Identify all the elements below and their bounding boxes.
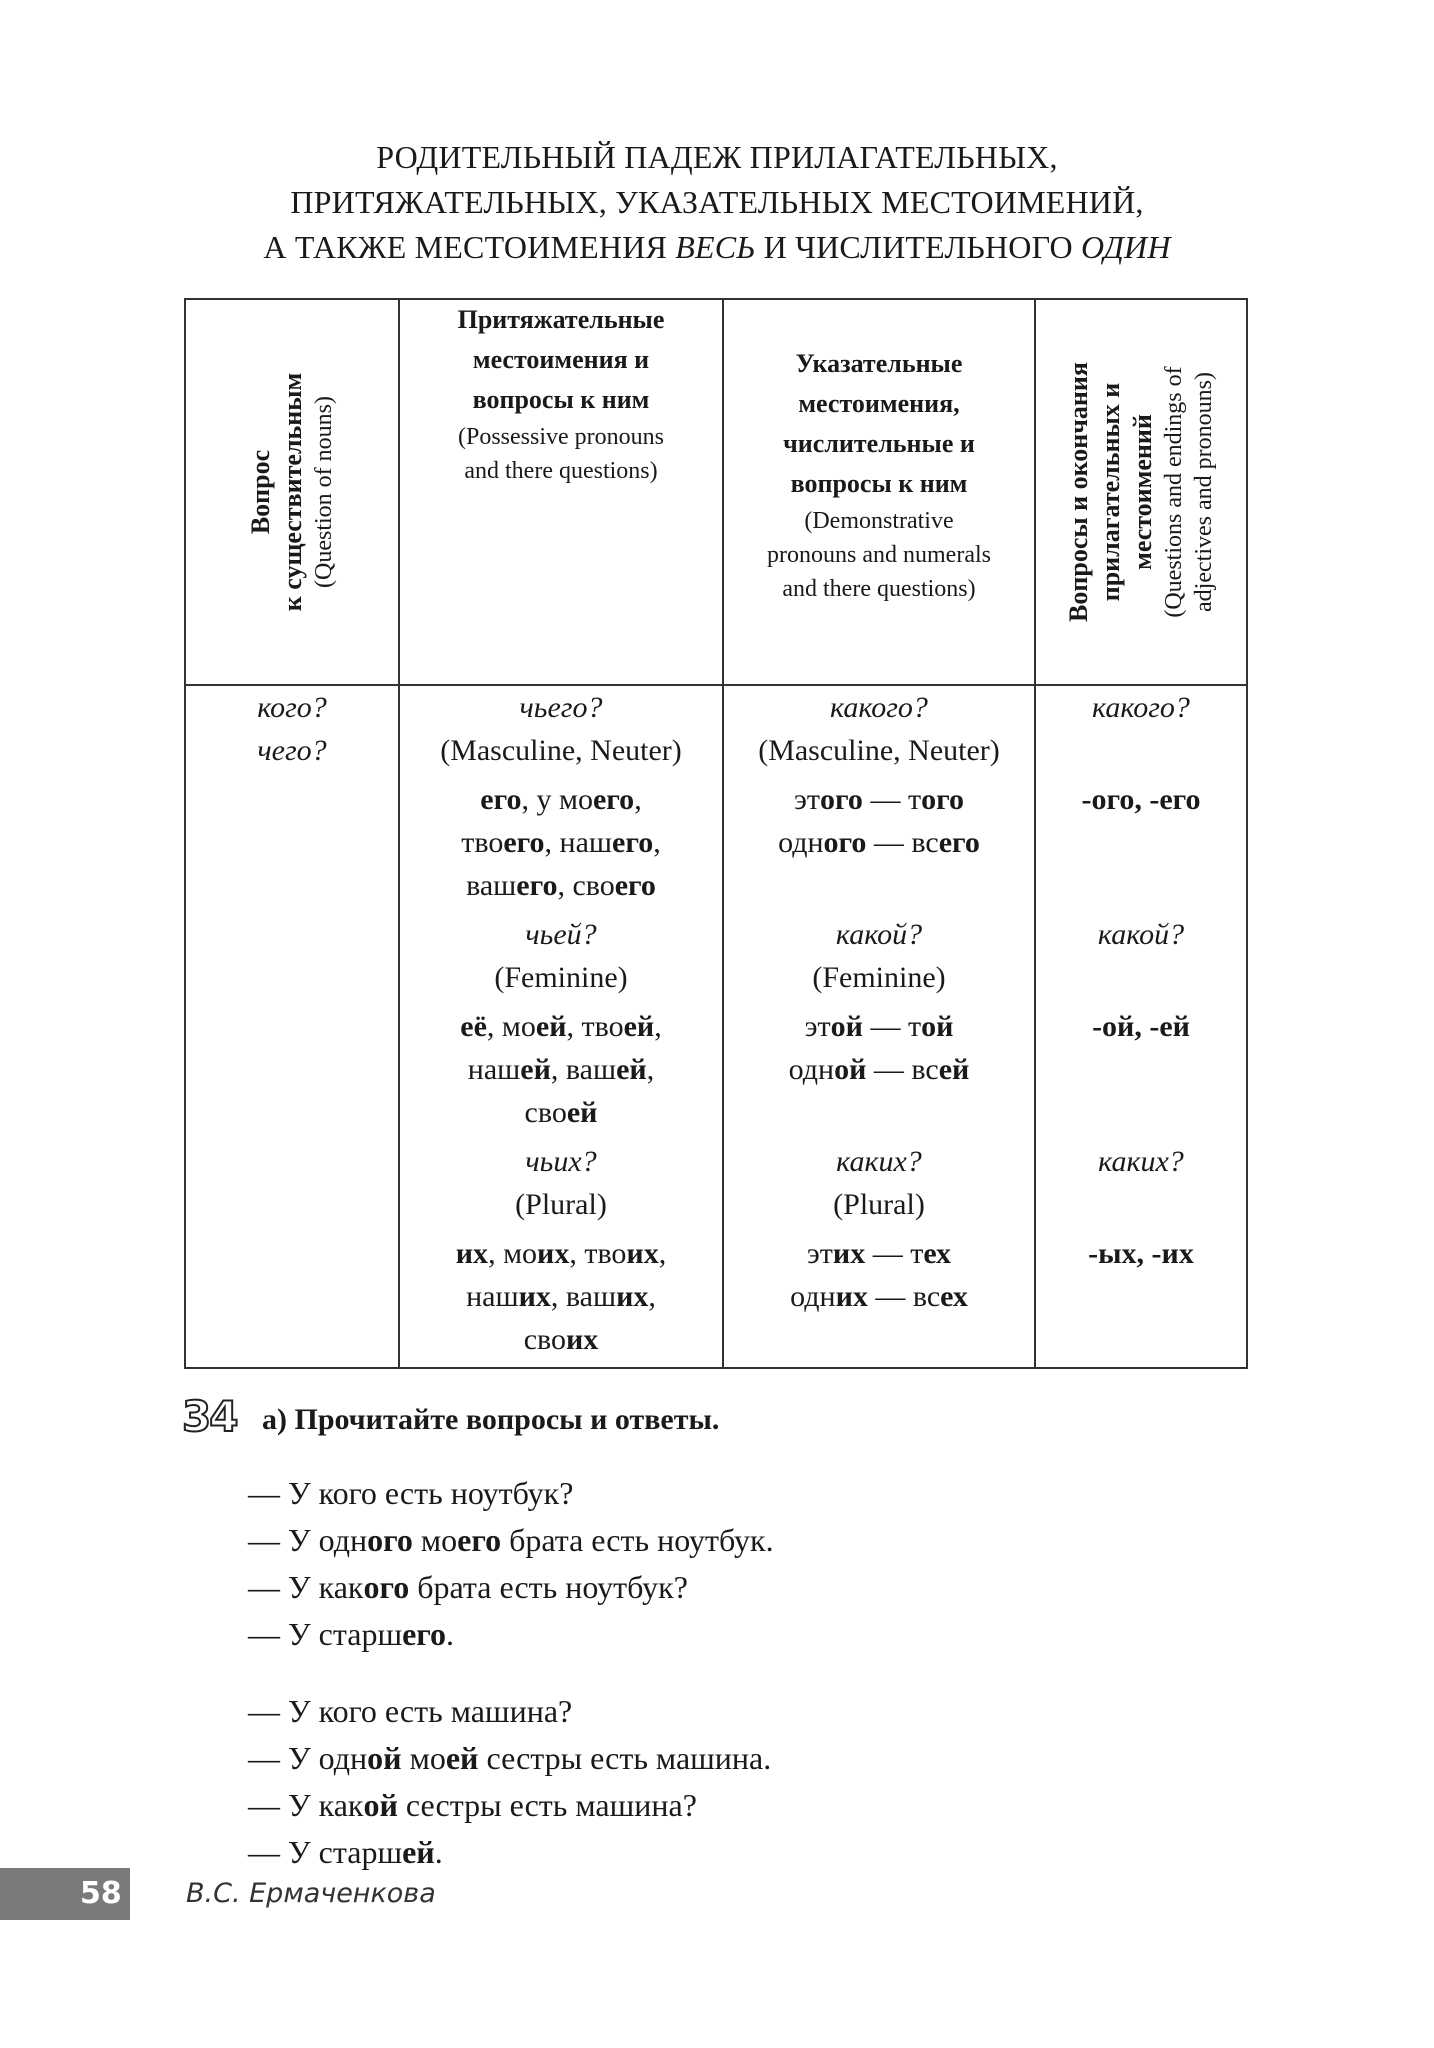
endings-plural-question: каких?: [1098, 1145, 1184, 1178]
dialog-laptop: [248, 1470, 774, 1658]
demonstrative-masc-gender: (Masculine, Neuter): [758, 734, 1000, 767]
demonstrative-plural-gender: (Plural): [833, 1188, 925, 1221]
possessive-masc-forms: его, у моего, твоего, нашего, вашего, своего: [461, 783, 661, 902]
page-title: [0, 135, 1434, 270]
dialog-line: — У какого брата есть ноутбук?: [248, 1569, 688, 1605]
demonstrative-plural-question: каких?: [836, 1145, 922, 1178]
dialog-line: — У какой сестры есть машина?: [248, 1787, 697, 1823]
header-demonstrative: Указательные местоимения, числительные и вопросы к ним (Demonstrative pronouns and numerals and there questions): [723, 299, 1035, 685]
header-endings: Вопросы и окончания прилагательных и местоимений (Questions and endings of adjectives and pronouns): [1035, 299, 1247, 685]
title-line-2: ПРИТЯЖАТЕЛЬНЫХ, УКАЗАТЕЛЬНЫХ МЕСТОИМЕНИЙ,: [290, 184, 1144, 220]
endings-plural: -ых, -их: [1088, 1237, 1194, 1270]
dialog-line: — У кого есть ноутбук?: [248, 1475, 574, 1511]
exercise-number: 34: [182, 1392, 237, 1441]
possessive-fem-gender: (Feminine): [494, 961, 628, 994]
noun-questions-cell: [185, 685, 399, 1368]
endings-masc: -ого, -его: [1081, 783, 1201, 816]
possessive-plural-forms: их, моих, твоих, наших, ваших, своих: [455, 1237, 667, 1356]
endings-masc-question: какого?: [1092, 691, 1190, 724]
title-line-1: РОДИТЕЛЬНЫЙ ПАДЕЖ ПРИЛАГАТЕЛЬНЫХ,: [376, 139, 1058, 175]
header-noun-question: Вопрос к существительным (Question of nouns): [185, 299, 399, 685]
demonstrative-fem-gender: (Feminine): [812, 961, 946, 994]
dialog-line: — У одного моего брата есть ноутбук.: [248, 1522, 774, 1558]
demonstrative-plural-forms: этих — тех одних — всех: [790, 1237, 968, 1313]
possessive-fem-forms: её, моей, твоей, нашей, вашей, своей: [460, 1010, 662, 1129]
endings-cell: [1035, 685, 1247, 1368]
author-name: В.С. Ермаченкова: [186, 1878, 436, 1909]
possessive-plural-gender: (Plural): [515, 1188, 607, 1221]
demonstrative-masc-question: какого?: [830, 691, 928, 724]
possessive-cell: [399, 685, 723, 1368]
genitive-table: [184, 298, 1248, 1369]
possessive-masc-question: чьего?: [519, 691, 603, 724]
page-number: 58: [80, 1876, 122, 1911]
endings-fem: -ой, -ей: [1092, 1010, 1190, 1043]
dialog-line: — У кого есть машина?: [248, 1693, 573, 1729]
question-chego: чего?: [257, 734, 327, 767]
possessive-fem-question: чьей?: [525, 918, 597, 951]
demonstrative-fem-question: какой?: [835, 918, 923, 951]
possessive-masc-gender: (Masculine, Neuter): [440, 734, 682, 767]
title-line-3: А ТАКЖЕ МЕСТОИМЕНИЯ ВЕСЬ И ЧИСЛИТЕЛЬНОГО ОДИН: [263, 229, 1171, 265]
dialog-car: [248, 1688, 771, 1876]
header-possessive: Притяжательные местоимения и вопросы к ним (Possessive pronouns and there questions): [399, 299, 723, 685]
demonstrative-cell: [723, 685, 1035, 1368]
demonstrative-masc-forms: этого — того одного — всего: [778, 783, 980, 859]
dialog-line: — У старшего.: [248, 1616, 455, 1652]
exercise-instruction: а) Прочитайте вопросы и ответы.: [262, 1403, 720, 1436]
dialog-line: — У одной моей сестры есть машина.: [248, 1740, 772, 1776]
dialog-line: — У старшей.: [248, 1834, 443, 1870]
possessive-plural-question: чьих?: [525, 1145, 597, 1178]
demonstrative-fem-forms: этой — той одной — всей: [788, 1010, 970, 1086]
question-kogo: кого?: [257, 691, 327, 724]
endings-fem-question: какой?: [1097, 918, 1185, 951]
